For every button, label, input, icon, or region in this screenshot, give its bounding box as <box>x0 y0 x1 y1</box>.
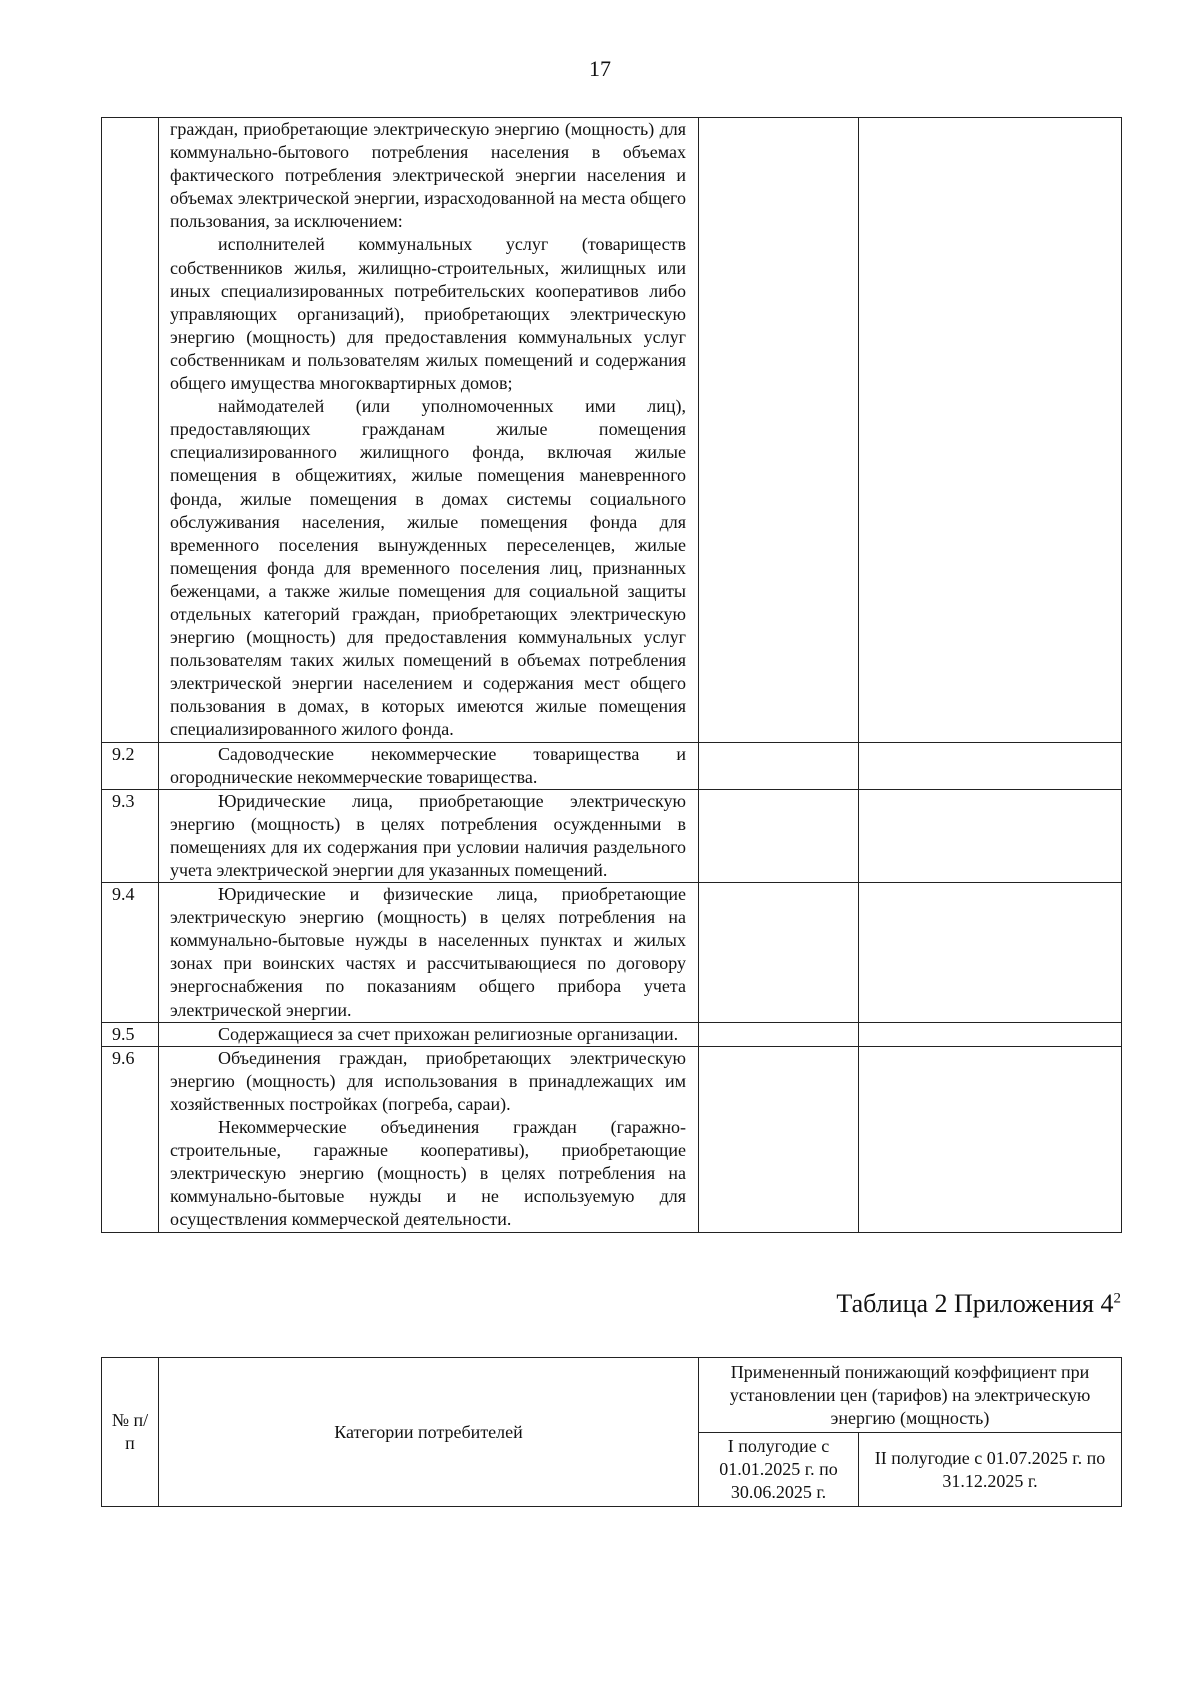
header-coefficient-cell <box>699 1358 1122 1433</box>
period-1-value-cell <box>699 1022 859 1046</box>
category-paragraph: Некоммерческие объединения граждан (гаражно-строительные, гаражные кооперативы), приобретающие электрическую энергию (мощность) в целях потребления на коммунально-бытовые нужды и не используемую для осуществления коммерческой деятельности. <box>170 1117 686 1230</box>
category-paragraph: граждан, приобретающие электрическую энергию (мощность) для коммунально-бытового потребления населения в объемах фактического потребления электрической энергии населения и объемах электрической энергии, израсходованной на места общего пользования, за исключением: <box>170 119 686 232</box>
category-paragraph: Содержащиеся за счет прихожан религиозные организации. <box>218 1023 679 1044</box>
consumer-categories-table-continued <box>101 117 1122 1233</box>
header-period-1-cell <box>699 1433 859 1507</box>
period-2-value-cell <box>859 789 1122 882</box>
category-cell <box>159 1022 699 1046</box>
category-cell <box>159 1046 699 1232</box>
category-paragraph: исполнителей коммунальных услуг (товариществ собственников жилья, жилищно-строительных, жилищных или иных специализированных потребительских кооперативов либо управляющих организаций), приобретающих электрическую энергию (мощность) для предоставления коммунальных услуг собственникам и пользователям жилых помещений и содержания общего имущества многоквартирных домов; <box>170 234 686 394</box>
table-row <box>102 1046 1122 1232</box>
period-1-value-cell <box>699 1046 859 1232</box>
period-2-value-cell <box>859 742 1122 789</box>
period-2-value-cell <box>859 1046 1122 1232</box>
table-2 <box>101 1357 1122 1507</box>
period-2-value-cell <box>859 1022 1122 1046</box>
period-1-value-cell <box>699 789 859 882</box>
table-row <box>102 118 1122 743</box>
category-paragraph: Садоводческие некоммерческие товарищества и огороднические некоммерческие товарищества. <box>170 743 686 787</box>
period-1-value-cell <box>699 883 859 1023</box>
header-period-2-cell <box>859 1433 1122 1507</box>
category-cell <box>159 883 699 1023</box>
header-num-label: № п/п <box>111 1410 149 1453</box>
category-paragraph: Юридические лица, приобретающие электрическую энергию (мощность) в целях потребления осужденными в помещениях для их содержания при условии наличия раздельного учета электрической энергии для указанных помещений. <box>170 790 686 880</box>
table-2-caption-text: Таблица 2 Приложения 4 <box>836 1289 1114 1318</box>
category-paragraph: Объединения граждан, приобретающих электрическую энергию (мощность) для использования в принадлежащих им хозяйственных постройках (погреба, сараи). <box>170 1047 686 1114</box>
header-coefficient-label: Примененный понижающий коэффициент при установлении цен (тарифов) на электрическую энергию (мощность) <box>729 1362 1091 1428</box>
row-number-cell: 9.3 <box>102 789 159 882</box>
category-cell <box>159 789 699 882</box>
period-2-value-cell <box>859 883 1122 1023</box>
header-period-1-label: I полугодие с 01.01.2025 г. по 30.06.2025 г. <box>719 1436 838 1502</box>
row-number-cell: 9.4 <box>102 883 159 1023</box>
row-number-cell <box>102 118 159 743</box>
row-number-cell: 9.5 <box>102 1022 159 1046</box>
table-row <box>102 883 1122 1023</box>
period-1-value-cell <box>699 742 859 789</box>
period-1-value-cell <box>699 118 859 743</box>
table-row <box>102 742 1122 789</box>
header-period-2-label: II полугодие с 01.07.2025 г. по 31.12.2025 г. <box>874 1447 1106 1491</box>
table-2-header-row <box>102 1358 1122 1433</box>
category-cell <box>159 118 699 743</box>
category-cell <box>159 742 699 789</box>
table-row <box>102 789 1122 882</box>
header-num-cell <box>102 1358 159 1507</box>
table-2-caption-superscript: 2 <box>1113 1290 1121 1307</box>
table-2-caption <box>836 1289 1121 1319</box>
table-body <box>102 118 1122 1233</box>
period-2-value-cell <box>859 118 1122 743</box>
row-number-cell: 9.2 <box>102 742 159 789</box>
header-category-cell <box>159 1358 699 1507</box>
header-category-label: Категории потребителей <box>334 1421 523 1442</box>
page-number: 17 <box>589 56 611 81</box>
table-row <box>102 1022 1122 1046</box>
row-number-cell: 9.6 <box>102 1046 159 1232</box>
category-paragraph: Юридические и физические лица, приобретающие электрическую энергию (мощность) в целях потребления на коммунально-бытовые нужды в населенных пунктах и жилых зонах при воинских частях и рассчитывающиеся по договору энергоснабжения по показаниям общего прибора учета электрической энергии. <box>170 884 686 1020</box>
category-paragraph: наймодателей (или уполномоченных ими лиц), предоставляющих гражданам жилые помещения специализированного жилищного фонда, включая жилые помещения в общежитиях, жилые помещения маневренного фонда, жилые помещения в домах системы социального обслуживания населения, жилые помещения фонда для временного поселения вынужденных переселенцев, жилые помещения фонда для временного поселения лиц, признанных беженцами, а также жилые помещения для социальной защиты отдельных категорий граждан, приобретающих электрическую энергию (мощность) для предоставления коммунальных услуг пользователям таких жилых помещений в объемах потребления электрической энергии населением и содержания мест общего пользования в домах, в которых имеются жилые помещения специализированного жилого фонда. <box>170 396 686 740</box>
